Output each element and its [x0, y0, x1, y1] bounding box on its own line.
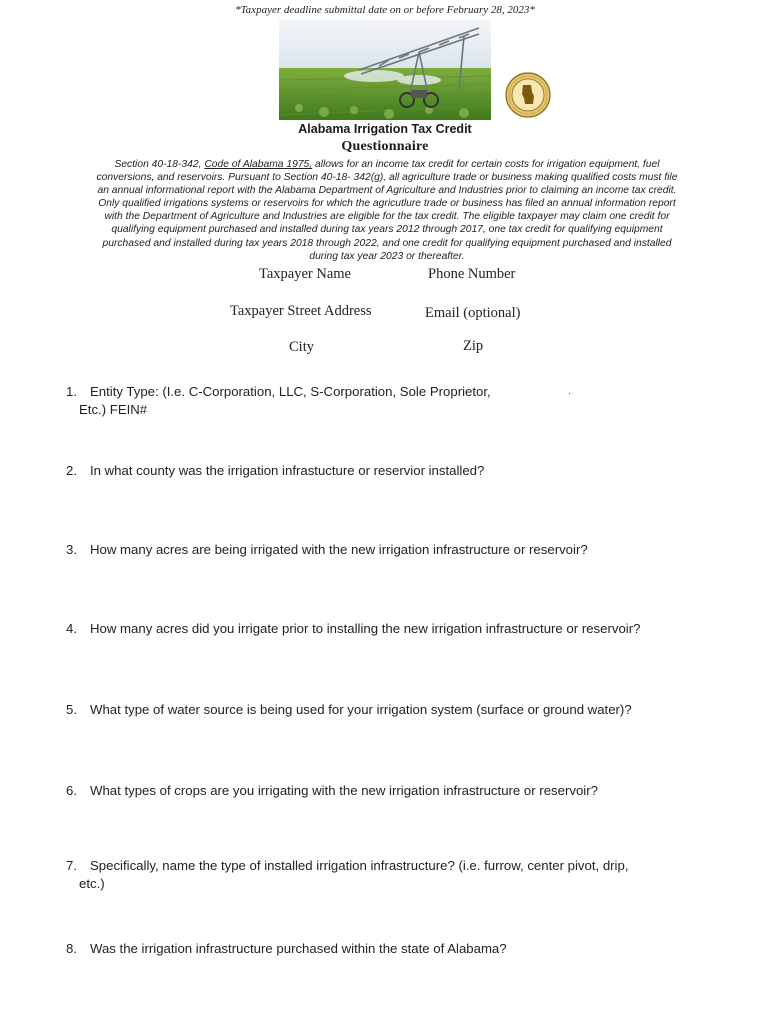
- intro-prefix: Section 40-18-342,: [114, 159, 205, 170]
- form-subtitle: Questionnaire: [341, 139, 429, 154]
- intro-body: allows for an income tax credit for certain costs for irrigation equipment, fuel conversions, and reservoirs. Pursuant to Section 40-18- 342(g), all agriculture trade or business making qualified costs must file an annual informational report with the Alabama Department of Agriculture and Industries prior to claiming an income tax credit. Only qualified irrigations systems or reservoirs for which the agricutlure trade or business has filed an annual information report with the Department of Agriculture and Industries are eligible for the tax credit. The eligible taxpayer may claim one credit for qualifying equipment purchased and installed during tax years 2012 through 2017, one tax credit for qualifying equipment purchased and installed during tax years 2018 through 2022, and one credit for qualifying equipment purchased and installed during tax year 2023 or thereafter.: [96, 159, 678, 262]
- question-number: 4.: [66, 621, 77, 636]
- question-number: 5.: [66, 702, 77, 717]
- question-7: [66, 857, 706, 893]
- question-number: 1.: [66, 384, 77, 399]
- question-text: How many acres are being irrigated with the new irrigation infrastructure or reservoir?: [90, 542, 588, 557]
- question-text: What types of crops are you irrigating with the new irrigation infrastructure or reservoir?: [90, 783, 598, 798]
- taxpayer-name-label: Taxpayer Name: [259, 266, 351, 282]
- question-text: In what county was the irrigation infrastucture or reservior installed?: [90, 463, 485, 478]
- question-3: [66, 541, 706, 559]
- question-number: 6.: [66, 783, 77, 798]
- zip-label: Zip: [463, 338, 484, 354]
- question-text: Was the irrigation infrastructure purchased within the state of Alabama?: [90, 941, 507, 956]
- question-6: [66, 782, 706, 800]
- question-2: [66, 462, 706, 480]
- form-title: Alabama Irrigation Tax Credit: [298, 122, 472, 136]
- city-label: City: [289, 339, 314, 355]
- question-text: What type of water source is being used for your irrigation system (surface or ground water)?: [90, 702, 632, 717]
- question-number: 3.: [66, 542, 77, 557]
- email-label: Email (optional): [425, 305, 521, 321]
- question-text-continued: Etc.) FEIN#: [79, 402, 148, 417]
- question-number: 2.: [66, 463, 77, 478]
- center-pivot-irrigation-photo: [279, 20, 491, 120]
- code-of-alabama-link[interactable]: Code of Alabama 1975,: [204, 159, 313, 170]
- alabama-department-of-agriculture-seal-icon: [505, 72, 551, 118]
- question-text: Specifically, name the type of installed irrigation infrastructure? (i.e. furrow, center pivot, drip,: [90, 858, 629, 873]
- question-number: 7.: [66, 858, 77, 873]
- question-5: [66, 701, 706, 719]
- question-text-continued: etc.): [79, 876, 105, 891]
- question-text: How many acres did you irrigate prior to installing the new irrigation infrastructure or reservoir?: [90, 621, 641, 636]
- question-8: [66, 940, 706, 958]
- question-number: 8.: [66, 941, 77, 956]
- question-4: [66, 620, 706, 638]
- intro-paragraph: [92, 158, 682, 263]
- deadline-note: *Taxpayer deadline submittal date on or before February 28, 2023*: [235, 4, 535, 16]
- phone-number-label: Phone Number: [428, 266, 516, 282]
- question-text: Entity Type: (I.e. C-Corporation, LLC, S-Corporation, Sole Proprietor,: [90, 384, 491, 399]
- street-address-label: Taxpayer Street Address: [230, 303, 372, 319]
- stray-mark: .: [568, 386, 571, 397]
- question-1: [66, 383, 706, 419]
